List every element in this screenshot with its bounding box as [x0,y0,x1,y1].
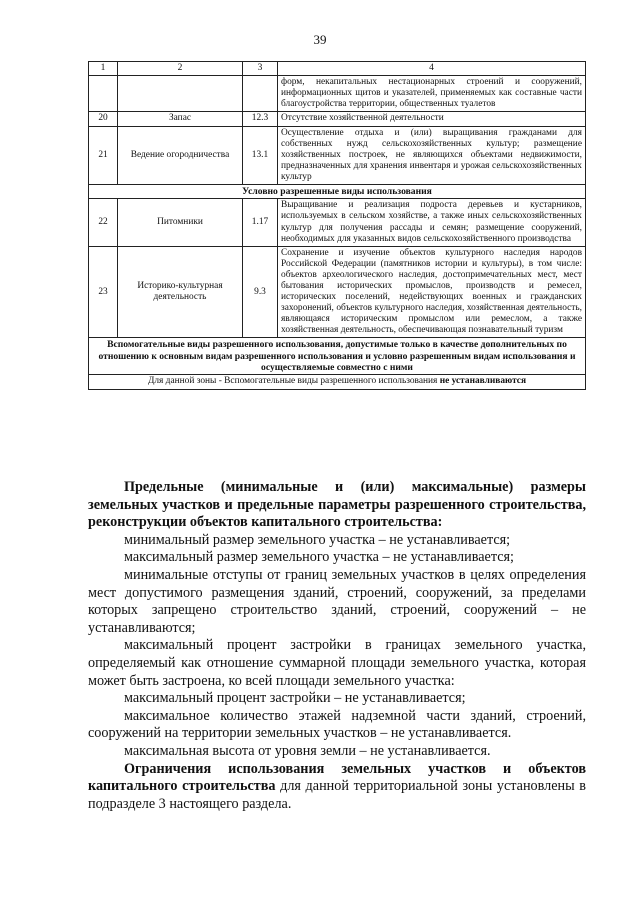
zone-note-text: Для данной зоны - Вспомогательные виды разрешенного использования [147,376,438,387]
row-code: 13.1 [243,126,278,184]
row-number: 23 [89,246,118,338]
row-description: Отсутствие хозяйственной деятельности [278,112,586,126]
table-row [89,246,586,338]
header-col-2: 2 [118,62,243,76]
land-use-table [88,61,586,390]
restrictions-bold: Ограничения использования земельных участков и объектов капитального строительства [88,760,586,795]
restrictions-paragraph [88,761,586,814]
row-name: Историко-культурная деятельность [118,246,243,338]
row-description: Осуществление отдыха и (или) выращивания гражданами для собственных нужд сельскохозяйственных культур; размещение хозяйственных построек, не являющихся объектами недвижимости, предназначенных для хранения инвентаря и урожая сельскохозяйственных культур [278,126,586,184]
zone-note-emphasis: не устанавливаются [439,376,527,387]
section-heading-row [89,338,586,375]
header-col-4: 4 [278,62,586,76]
paragraph: минимальный размер земельного участка – не устанавливается; [124,531,511,548]
header-col-1: 1 [89,62,118,76]
row-name: Питомники [118,199,243,246]
row-code: 12.3 [243,112,278,126]
paragraph: максимальное количество этажей надземной части зданий, строений, сооружений на территории земельных участков – не устанавливается. [88,707,586,742]
table-row-continuation [89,76,586,112]
table-row [89,199,586,246]
row-code: 1.17 [243,199,278,246]
paragraph: максимальная высота от уровня земли – не устанавливается. [124,742,491,759]
section-heading-row [89,185,586,199]
row-code: 9.3 [243,246,278,338]
paragraph: максимальный процент застройки в границах земельного участка, определяемый как отношение суммарной площади земельного участка, которая может быть застроена, ко всей площади земельного участка: [88,637,586,689]
table-row [89,112,586,126]
parameters-section [88,479,586,813]
row-description: Выращивание и реализация подроста деревьев и кустарников, используемых в сельском хозяйстве, а также иных сельскохозяйственных культур для получения рассады и семян; размещение сооружений, необходимых для указанных видов сельскохозяйственного производства [278,199,586,246]
zone-note [89,375,586,389]
table-header-row [89,62,586,76]
row-description: Сохранение и изучение объектов культурного наследия народов Российской Федерации (памятников истории и культуры), в том числе: объектов археологического наследия, достопримечательных мест, мест бытования исторических промыслов, производств и ремесел, исторических поселений, недействующих военных и гражданских захоронений, объектов культурного наследия, хозяйственная деятельность, являющаяся историческим промыслом или ремеслом, а также хозяйственная деятельность, обеспечивающая познавательный туризм [278,246,586,338]
row-name: Ведение огородничества [118,126,243,184]
auxiliary-uses-heading: Вспомогательные виды разрешенного использования, допустимые только в качестве дополнительных по отношению к основным видам разрешенного использования и условно разрешенным видам использования и осуществляемые совместно с ними [89,338,586,375]
row-number: 22 [89,199,118,246]
conditional-uses-heading: Условно разрешенные виды использования [89,185,586,199]
paragraph: минимальные отступы от границ земельных участков в целях определения мест допустимого размещения зданий, строений, сооружений, за пределами которых запрещено строительство зданий, строений, сооружений – не устанавливаются; [88,566,586,636]
page-number: 39 [313,32,327,47]
zone-note-row [89,375,586,389]
paragraph: максимальный размер земельного участка – не устанавливается; [124,549,514,566]
table-row [89,126,586,184]
row-number: 20 [89,112,118,126]
restrictions-text: для данной территориальной зоны установлены в подразделе 3 настоящего раздела. [88,778,586,812]
paragraph: максимальный процент застройки – не устанавливается; [124,690,466,707]
header-col-3: 3 [243,62,278,76]
row-number: 21 [89,126,118,184]
row-name: Запас [118,112,243,126]
continuation-text: форм, некапитальных нестационарных строений и сооружений, информационных щитов и указателей, применяемых как составные части благоустройства территории, общественных туалетов [278,76,586,112]
section-heading: Предельные (минимальные и (или) максимальные) размеры земельных участков и предельные параметры разрешенного строительства, реконструкции объектов капитального строительства: [88,479,586,531]
